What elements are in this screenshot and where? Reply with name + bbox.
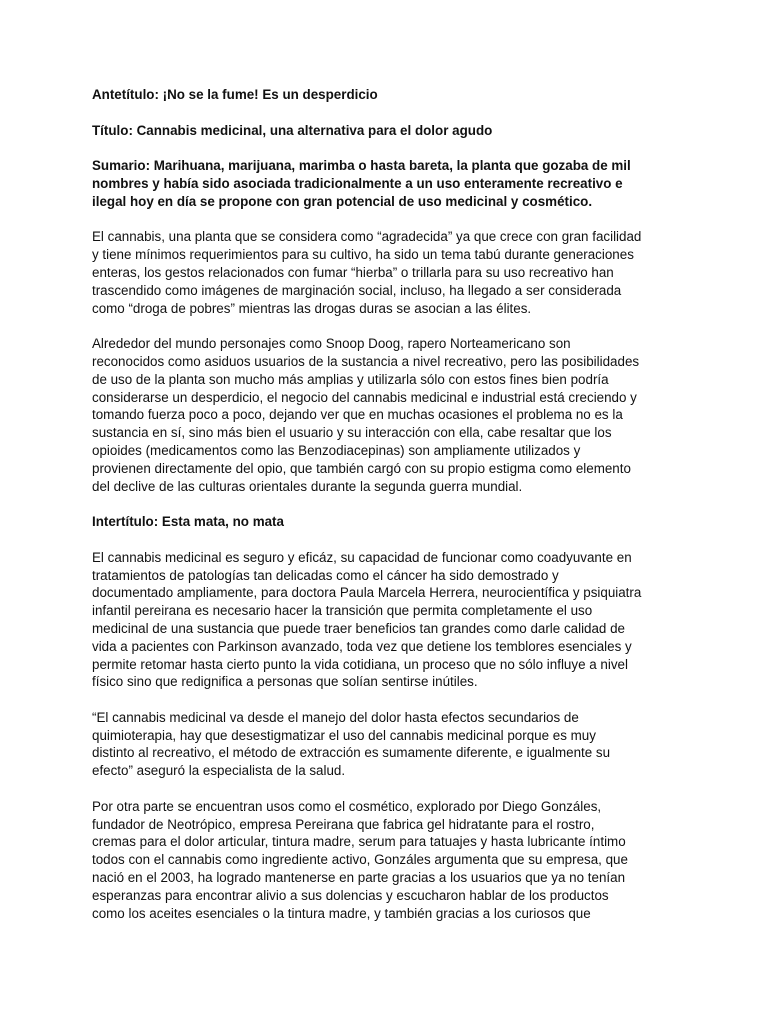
text-line: medicinal de una sustancia que puede traer beneficios tan grandes como darle calidad de xyxy=(92,620,625,636)
text-line: Alrededor del mundo personajes como Snoop Doog, rapero Norteamericano son xyxy=(92,336,571,352)
text-line: documentado ampliamente, para doctora Paula Marcela Herrera, neurocientífica y psiquiatra xyxy=(92,585,642,601)
text-line: El cannabis, una planta que se considera como “agradecida” ya que crece con gran facilidad xyxy=(92,229,642,245)
text-line: reconocidos como asiduos usuarios de la sustancia a nivel recreativo, pero las posibilidades xyxy=(92,353,640,369)
text-line: “El cannabis medicinal va desde el manejo del dolor hasta efectos secundarios de xyxy=(92,709,579,725)
text-line: provienen directamente del opio, que también cargó con su propio estigma como elemento xyxy=(92,460,631,476)
text-line: trascendido como imágenes de marginación social, incluso, ha llegado a ser considerada xyxy=(92,282,622,298)
text-line: nació en el 2003, ha logrado mantenerse en parte gracias a los usuarios que ya no tenían xyxy=(92,870,626,886)
text-line: tratamientos de patologías tan delicadas como el cáncer ha sido demostrado y xyxy=(92,567,559,583)
sumario xyxy=(92,157,678,210)
sumario-line: Sumario: Marihuana, marijuana, marimba o hasta bareta, la planta que gozaba de mil xyxy=(92,158,631,174)
document-page xyxy=(92,86,678,940)
sumario-line: nombres y había sido asociada tradicionalmente a un uso enteramente recreativo e xyxy=(92,175,623,191)
text-line: vida a pacientes con Parkinson avanzado, toda vez que detiene los temblores esenciales y xyxy=(92,638,632,654)
text-line: físico sino que redignifica a personas que solían sentirse inútiles. xyxy=(92,674,478,690)
text-line: como los aceites esenciales o la tintura madre, y también gracias a los curiosos que xyxy=(92,905,591,921)
paragraph-4 xyxy=(92,709,678,780)
text-line: todos con el cannabis como ingrediente activo, Gonzáles argumenta que su empresa, que xyxy=(92,852,628,868)
antetitulo: Antetítulo: ¡No se la fume! Es un desperdicio xyxy=(92,87,378,102)
text-line: cremas para el dolor articular, tintura madre, serum para tatuajes y hasta lubricante íntimo xyxy=(92,834,626,850)
text-line: enteras, los gestos relacionados con fumar “hierba” o trillarla para su uso recreativo han xyxy=(92,264,614,280)
intertitulo: Intertítulo: Esta mata, no mata xyxy=(92,514,284,530)
text-line: quimioterapia, hay que desestigmatizar el uso del cannabis medicinal porque es muy xyxy=(92,727,596,743)
text-line: esperanzas para encontrar alivio a sus dolencias y escucharon hablar de los productos xyxy=(92,887,609,903)
text-line: del declive de las culturas orientales durante la segunda guerra mundial. xyxy=(92,478,523,494)
text-line: distinto al recreativo, el método de extracción es sumamente diferente, e igualmente su xyxy=(92,745,611,761)
text-line: considerarse un desperdicio, el negocio del cannabis medicinal e industrial está creciendo y xyxy=(92,389,637,405)
paragraph-3 xyxy=(92,549,678,691)
text-line: efecto” aseguró la especialista de la salud. xyxy=(92,763,346,779)
text-line: tomando fuerza poco a poco, dejando ver que en muchas ocasiones el problema no es la xyxy=(92,407,623,423)
text-line: de uso de la planta son mucho más amplias y utilizarla sólo con estos fines bien podría xyxy=(92,371,609,387)
paragraph-5 xyxy=(92,798,678,923)
text-line: Por otra parte se encuentran usos como el cosmético, explorado por Diego Gonzáles, xyxy=(92,798,602,814)
text-line: opioides (medicamentos como las Benzodiacepinas) son ampliamente utilizados y xyxy=(92,442,581,458)
text-line: permite retomar hasta cierto punto la vida cotidiana, un proceso que no sólo influye a nivel xyxy=(92,656,628,672)
paragraph-2 xyxy=(92,335,678,495)
text-line: como “droga de pobres” mientras las drogas duras se asocian a las élites. xyxy=(92,300,532,316)
text-line: infantil pereirana es necesario hacer la transición que permita completamente el uso xyxy=(92,603,593,619)
text-line: y tiene mínimos requerimientos para su cultivo, ha sido un tema tabú durante generaciones xyxy=(92,247,634,263)
paragraph-1 xyxy=(92,228,678,317)
titulo: Título: Cannabis medicinal, una alternativa para el dolor agudo xyxy=(92,122,493,138)
sumario-line: ilegal hoy en día se propone con gran potencial de uso medicinal y cosmético. xyxy=(92,193,593,209)
text-line: fundador de Neotrópico, empresa Pereirana que fabrica gel hidratante para el rostro, xyxy=(92,816,595,832)
text-line: sustancia en sí, sino más bien el usuario y su interacción con ella, cabe resaltar que los xyxy=(92,425,612,441)
text-line: El cannabis medicinal es seguro y eficáz, su capacidad de funcionar como coadyuvante en xyxy=(92,549,632,565)
